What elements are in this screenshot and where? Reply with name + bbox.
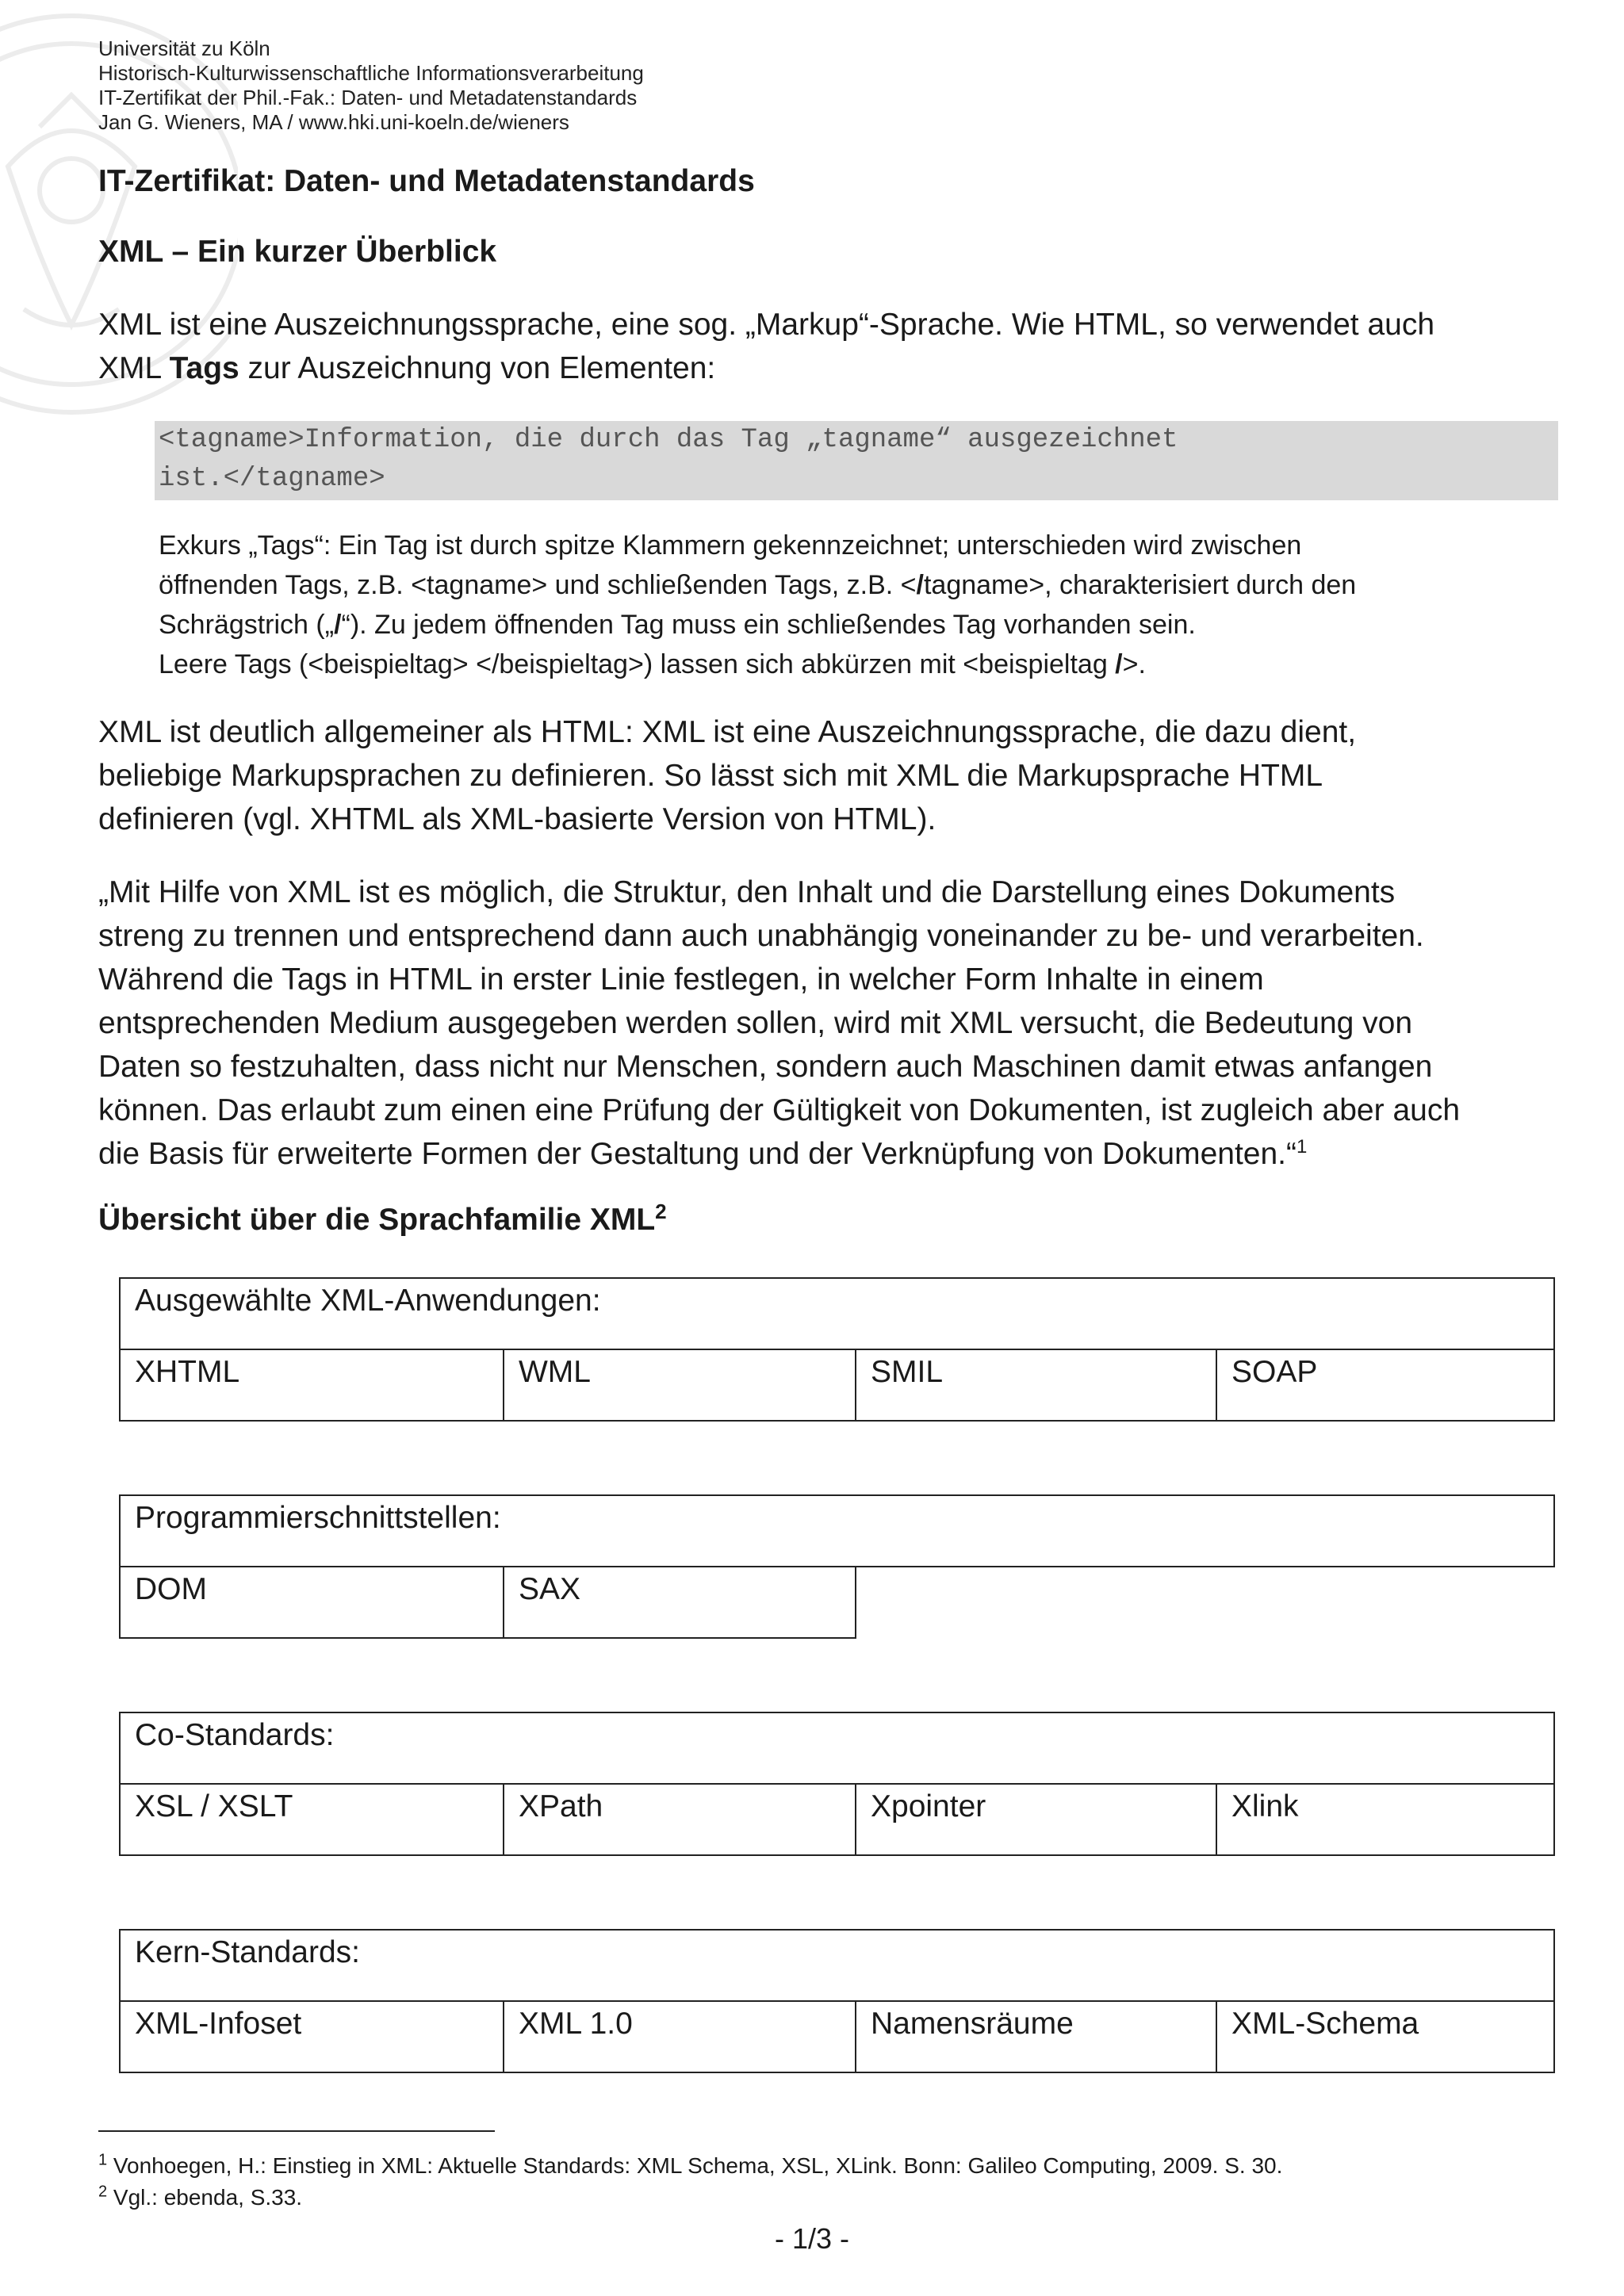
quote-line: entsprechenden Medium ausgegeben werden sollen, wird mit XML versucht, die Bedeutung von <box>98 1006 1413 1040</box>
cell-label: SAX <box>519 1572 581 1606</box>
table-header <box>119 1277 1555 1350</box>
table-cell <box>119 1783 504 1856</box>
document-header <box>98 36 1050 135</box>
overview-heading <box>98 1200 667 1238</box>
table-cell <box>855 2000 1217 2073</box>
table-cell <box>119 2000 504 2073</box>
table-header <box>119 1929 1555 2002</box>
excursus-line: Exkurs „Tags“: Ein Tag ist durch spitze Klammern gekennzeichnet; unterschieden wird zwischen <box>159 530 1302 561</box>
overview-heading-text: Übersicht über die Sprachfamilie XML <box>98 1203 656 1237</box>
paragraph-line: XML ist deutlich allgemeiner als HTML: XML ist eine Auszeichnungssprache, die dazu dient, <box>98 715 1357 749</box>
excursus-text: “). Zu jedem öffnenden Tag muss ein schließendes Tag vorhanden sein. <box>341 610 1196 640</box>
cell-label: Namensräume <box>871 2007 1074 2041</box>
page-number: - 1/3 - <box>774 2222 850 2255</box>
footnote-text: Vgl.: ebenda, S.33. <box>107 2185 303 2210</box>
cell-label: XML 1.0 <box>519 2007 633 2041</box>
cell-label: Xpointer <box>871 1789 986 1823</box>
table-cell <box>119 1349 504 1422</box>
paragraph-xml-general <box>98 710 1557 841</box>
excursus-text: Schrägstrich („ <box>159 610 335 640</box>
cell-label: XML-Infoset <box>135 2007 302 2041</box>
quote-line: können. Das erlaubt zum einen eine Prüfung der Gültigkeit von Dokumenten, ist zugleich aber auch <box>98 1093 1461 1127</box>
intro-text: XML <box>98 351 170 385</box>
excursus-line <box>159 645 1562 684</box>
excursus-bold: / <box>334 610 342 640</box>
quote-paragraph <box>98 871 1557 1176</box>
footnote-mark: 2 <box>98 2183 108 2201</box>
table-cell <box>855 1783 1217 1856</box>
footnote-ref[interactable]: 2 <box>655 1200 667 1223</box>
footnote <box>98 2150 1282 2182</box>
table-header <box>119 1712 1555 1785</box>
cell-label: XPath <box>519 1789 603 1823</box>
intro-line <box>98 346 1557 390</box>
quote-text: die Basis für erweiterte Formen der Gestaltung und der Verknüpfung von Dokumenten.“ <box>98 1137 1297 1171</box>
excursus-text: >. <box>1122 649 1146 679</box>
table-cell <box>1216 1783 1555 1856</box>
table-cell <box>855 1349 1217 1422</box>
cell-label: WML <box>519 1355 591 1389</box>
table-cell <box>119 1566 504 1639</box>
table-cell <box>503 1349 856 1422</box>
header-line: IT-Zertifikat der Phil.-Fak.: Daten- und Metadatenstandards <box>98 86 638 109</box>
intro-text: zur Auszeichnung von Elementen: <box>239 351 716 385</box>
excursus-line <box>159 605 1562 645</box>
excursus-bold: / <box>916 570 924 600</box>
intro-paragraph <box>98 303 1557 390</box>
header-line: Jan G. Wieners, MA / www.hki.uni-koeln.de/wieners <box>98 110 569 134</box>
quote-line: Daten so festzuhalten, dass nicht nur Menschen, sondern auch Maschinen damit etwas anfangen <box>98 1050 1433 1084</box>
excursus-text: Leere Tags (<beispieltag> </beispieltag>) lassen sich abkürzen mit <beispieltag <box>159 649 1116 679</box>
table-header-label: Ausgewählte XML-Anwendungen: <box>135 1284 601 1318</box>
code-example-block <box>155 421 1558 500</box>
cell-label: XML-Schema <box>1231 2007 1419 2041</box>
cell-label: DOM <box>135 1572 207 1606</box>
footnote-divider <box>98 2130 495 2132</box>
paragraph-line: definieren (vgl. XHTML als XML-basierte Version von HTML). <box>98 802 936 836</box>
section-subtitle: XML – Ein kurzer Überblick <box>98 235 497 269</box>
quote-line: streng zu trennen und entsprechend dann auch unabhängig voneinander zu be- und verarbeiten. <box>98 919 1424 953</box>
table-header-label: Kern-Standards: <box>135 1935 360 1969</box>
cell-label: SOAP <box>1231 1355 1318 1389</box>
table-header-label: Co-Standards: <box>135 1718 335 1752</box>
footnote-text: Vonhoegen, H.: Einstieg in XML: Aktuelle Standards: XML Schema, XSL, XLink. Bonn: Galileo Computing, 2009. S. 30. <box>107 2153 1283 2178</box>
excursus-bold: / <box>1115 649 1123 679</box>
cell-label: Xlink <box>1231 1789 1299 1823</box>
intro-line: XML ist eine Auszeichnungssprache, eine sog. „Markup“-Sprache. Wie HTML, so verwendet auch <box>98 308 1435 342</box>
code-line: ist.</tagname> <box>159 464 385 494</box>
cell-label: XHTML <box>135 1355 240 1389</box>
table-cell <box>1216 1349 1555 1422</box>
table-cell <box>1216 2000 1555 2073</box>
quote-line: Während die Tags in HTML in erster Linie festlegen, in welcher Form Inhalte in einem <box>98 962 1264 997</box>
excursus-note <box>159 526 1562 684</box>
footnotes <box>98 2150 1282 2214</box>
table-header <box>119 1494 1555 1567</box>
table-cell <box>503 1783 856 1856</box>
header-line: Universität zu Köln <box>98 36 270 60</box>
cell-label: XSL / XSLT <box>135 1789 293 1823</box>
table-cell <box>503 1566 856 1639</box>
footnote-ref[interactable]: 1 <box>1296 1136 1308 1158</box>
table-cell <box>503 2000 856 2073</box>
quote-line: „Mit Hilfe von XML ist es möglich, die Struktur, den Inhalt und die Darstellung eines Dokuments <box>98 875 1396 909</box>
header-line: Historisch-Kulturwissenschaftliche Informationsverarbeitung <box>98 61 644 85</box>
quote-line <box>98 1132 1557 1176</box>
page-title: IT-Zertifikat: Daten- und Metadatenstandards <box>98 164 755 198</box>
footnote-mark: 1 <box>98 2151 108 2169</box>
paragraph-line: beliebige Markupsprachen zu definieren. So lässt sich mit XML die Markupsprache HTML <box>98 759 1323 793</box>
excursus-text: öffnenden Tags, z.B. <tagname> und schließenden Tags, z.B. < <box>159 570 917 600</box>
table-header-label: Programmierschnittstellen: <box>135 1501 501 1535</box>
footnote <box>98 2182 1282 2214</box>
code-line: <tagname>Information, die durch das Tag „tagname“ ausgezeichnet <box>159 425 1178 455</box>
excursus-line <box>159 565 1562 605</box>
intro-bold-term: Tags <box>169 351 239 385</box>
excursus-text: tagname>, charakterisiert durch den <box>923 570 1357 600</box>
cell-label: SMIL <box>871 1355 944 1389</box>
